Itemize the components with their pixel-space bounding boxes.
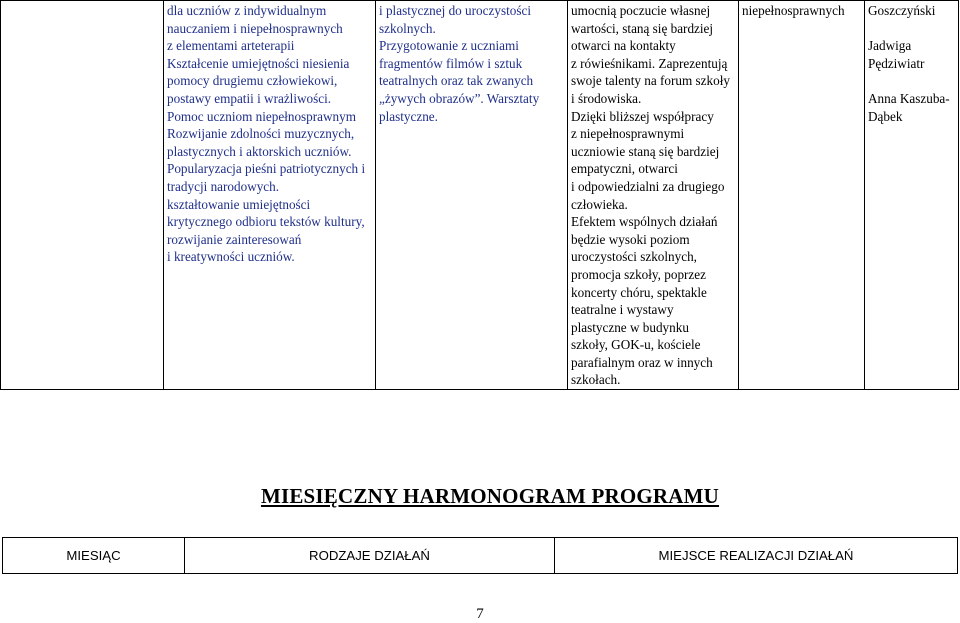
- text-line: z niepełnosprawnymi: [571, 126, 685, 142]
- text-line: parafialnym oraz w innych: [571, 354, 713, 370]
- goals-cell: [164, 1, 376, 390]
- text-line: Dzięki bliższej współpracy: [571, 108, 714, 124]
- authors-cell: [865, 1, 959, 390]
- text-line: szkołach.: [571, 372, 621, 388]
- effects-lines: [568, 1, 738, 389]
- text-line: koncerty chóru, spektakle: [571, 284, 707, 300]
- text-line: Anna Kaszuba-: [868, 90, 950, 106]
- text-line: szkoły, GOK-u, kościele: [571, 337, 701, 353]
- authors-lines: [865, 1, 958, 125]
- methods-lines: [376, 1, 567, 125]
- text-line: Goszczyński: [868, 3, 936, 18]
- text-line: plastyczne.: [379, 108, 438, 124]
- text-line: Dąbek: [868, 108, 903, 124]
- text-line: postawy empatii i wrażliwości.: [167, 90, 332, 106]
- page-number: 7: [476, 606, 484, 622]
- text-line: Kształcenie umiejętności niesienia: [167, 55, 350, 71]
- text-line: uczniowie staną się bardziej: [571, 143, 720, 159]
- methods-cell: [376, 1, 568, 390]
- text-line: „żywych obrazów”. Warsztaty: [379, 90, 540, 106]
- text-line: swoje talenty na forum szkoły: [571, 73, 730, 89]
- text-line: wartości, staną się bardziej: [571, 20, 714, 36]
- text-line: niepełnosprawnych: [742, 3, 845, 18]
- text-line: Pędziwiatr: [868, 55, 925, 71]
- text-line: Przygotowanie z uczniami: [379, 38, 519, 54]
- text-line: umocnią poczucie własnej: [571, 3, 711, 18]
- text-line: dla uczniów z indywidualnym: [167, 3, 327, 18]
- text-line: empatyczni, otwarci: [571, 161, 678, 177]
- header-activity-types: RODZAJE DZIAŁAŃ: [185, 538, 555, 574]
- text-line: i odpowiedzialni za drugiego: [571, 178, 725, 194]
- text-line: rozwijanie zainteresowań: [167, 231, 302, 247]
- header-month: MIESIĄC: [3, 538, 185, 574]
- text-line: teatralnych oraz tak zwanych: [379, 73, 534, 89]
- text-line: otwarci na kontakty: [571, 38, 676, 54]
- text-line: tradycji narodowych.: [167, 178, 280, 194]
- text-line: nauczaniem i niepełnosprawnych: [167, 20, 343, 36]
- text-line: krytycznego odbioru tekstów kultury,: [167, 214, 365, 230]
- text-line: szkolnych.: [379, 20, 436, 36]
- text-line: Rozwijanie zdolności muzycznych,: [167, 126, 355, 142]
- text-line: z rówieśnikami. Zaprezentują: [571, 55, 728, 71]
- text-line: [868, 72, 955, 90]
- text-line: będzie wysoki poziom: [571, 231, 690, 247]
- participants-lines: [739, 1, 864, 20]
- text-line: człowieka.: [571, 196, 628, 212]
- text-line: promocja szkoły, poprzez: [571, 266, 706, 282]
- effects-cell: [568, 1, 739, 390]
- text-line: i plastycznej do uroczystości: [379, 3, 531, 18]
- text-line: kształtowanie umiejętności: [167, 196, 311, 212]
- text-line: i środowiska.: [571, 90, 642, 106]
- text-line: Popularyzacja pieśni patriotycznych i: [167, 161, 366, 177]
- participants-cell: [739, 1, 865, 390]
- text-line: fragmentów filmów i sztuk: [379, 55, 523, 71]
- goals-lines: [164, 1, 375, 266]
- text-line: i kreatywności uczniów.: [167, 249, 295, 265]
- text-line: [868, 20, 955, 38]
- schedule-table: [2, 537, 958, 574]
- text-line: Efektem wspólnych działań: [571, 214, 718, 230]
- text-line: plastycznych i aktorskich uczniów.: [167, 143, 352, 159]
- header-place: MIEJSCE REALIZACJI DZIAŁAŃ: [555, 538, 958, 574]
- text-line: plastyczne w budynku: [571, 319, 689, 335]
- text-line: Jadwiga: [868, 38, 912, 54]
- text-line: teatralne i wystawy: [571, 302, 674, 318]
- text-line: pomocy drugiemu człowiekowi,: [167, 73, 338, 89]
- schedule-heading: MIESIĘCZNY HARMONOGRAM PROGRAMU: [260, 484, 720, 508]
- text-line: uroczystości szkolnych,: [571, 249, 697, 265]
- text-line: z elementami arteterapii: [167, 38, 295, 54]
- text-line: Pomoc uczniom niepełnosprawnym: [167, 108, 356, 124]
- table-empty-cell: [1, 1, 164, 390]
